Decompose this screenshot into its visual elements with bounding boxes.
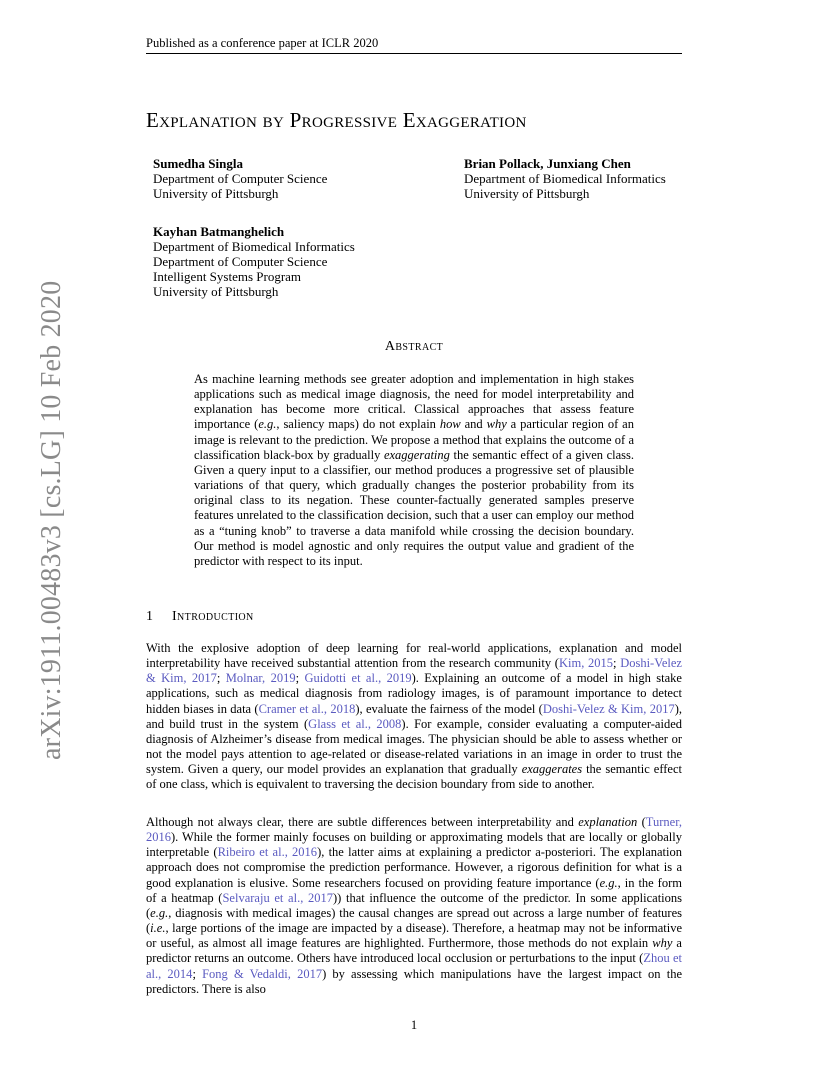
section-title: Introduction <box>172 609 254 624</box>
citation-link[interactable]: Selvaraju et al., 2017 <box>222 890 333 905</box>
section-number: 1 <box>146 609 153 624</box>
paper-title: Explanation by Progressive Exaggeration <box>146 108 527 132</box>
citation-link[interactable]: Guidotti et al., 2019 <box>304 671 412 686</box>
header-rule <box>146 53 682 54</box>
running-header: Published as a conference paper at ICLR 2020 <box>146 36 379 50</box>
author-block <box>153 156 327 201</box>
abstract-text: As machine learning methods see greater adoption and implementation in high stakes applications such as medical image diagnosis, the need for model interpretability and explanation has become more critical. Classical approaches that assess feature importance (e.g., saliency maps) do not explain how and why a particular region of an image is relevant to the prediction. We propose a method that explains the outcome of a classification black-box by gradually exaggerating the semantic effect of a given class. Given a query input to a classifier, our method produces a progressive set of plausible variations of that query, which gradually changes the posterior probability from its original class to its negation. These counter-factually generated samples preserve features unrelated to the classification decision, such that a user can employ our method as a “tuning knob” to traverse a data manifold while crossing the decision boundary. Our method is model agnostic and only requires the output value and gradient of the predictor with respect to its input. <box>194 372 634 568</box>
citation-link[interactable]: Zhou et al., 2014 <box>146 951 682 981</box>
emphasis: i.e. <box>150 921 166 936</box>
citation-link[interactable]: Cramer et al., 2018 <box>258 701 356 716</box>
emphasis: explanation <box>578 815 638 829</box>
emphasis: how <box>439 417 461 432</box>
author-affiliation: Department of Biomedical Informatics <box>153 239 355 254</box>
emphasis: exaggerates <box>521 762 583 777</box>
author-name: Kayhan Batmanghelich <box>153 224 285 239</box>
abstract-heading: Abstract <box>384 339 444 354</box>
arxiv-identifier: arXiv:1911.00483v3 [cs.LG] 10 Feb 2020 <box>36 280 67 760</box>
emphasis: e.g. <box>150 905 169 920</box>
page-number: 1 <box>410 1018 418 1032</box>
citation-link[interactable]: Turner, 2016 <box>146 815 682 845</box>
citation-link[interactable]: Molnar, 2019 <box>225 671 296 686</box>
author-affiliation: University of Pittsburgh <box>153 284 279 299</box>
emphasis: why <box>486 417 507 432</box>
author-name: Brian Pollack, Junxiang Chen <box>464 156 631 171</box>
author-name: Sumedha Singla <box>153 156 243 171</box>
emphasis: e.g. <box>599 875 618 890</box>
author-block <box>153 224 355 299</box>
citation-link[interactable]: Kim, 2015 <box>558 656 614 671</box>
author-affiliation: Department of Computer Science <box>153 254 328 269</box>
author-affiliation: Department of Computer Science <box>153 171 328 186</box>
author-affiliation: University of Pittsburgh <box>153 186 279 201</box>
author-affiliation: Department of Biomedical Informatics <box>464 171 666 186</box>
emphasis: why <box>652 936 673 951</box>
citation-link[interactable]: Doshi-Velez & Kim, 2017 <box>542 701 675 716</box>
emphasis: exaggerating <box>383 447 450 462</box>
author-affiliation: Intelligent Systems Program <box>153 269 302 284</box>
author-block <box>464 156 666 201</box>
emphasis: e.g. <box>258 417 277 432</box>
citation-link[interactable]: Fong & Vedaldi, 2017 <box>202 966 323 981</box>
citation-link[interactable]: Glass et al., 2008 <box>308 716 402 731</box>
author-affiliation: University of Pittsburgh <box>464 186 590 201</box>
body-paragraph: With the explosive adoption of deep learning for real-world applications, explanation and model interpretability have received substantial attention from the research community (Kim, 2015; Doshi-Velez & Kim, 2017; Molnar, 2019; Guidotti et al., 2019). Explaining an outcome of a model in high stake applications, such as medical diagnosis from radiology images, is of paramount importance to detect hidden biases in data (Cramer et al., 2018), evaluate the fairness of the model (Doshi-Velez & Kim, 2017), and build trust in the system (Glass et al., 2008). For example, consider evaluating a computer-aided diagnosis of Alzheimer’s disease from medical images. The physician should be able to assess whether or not the model pays attention to age-related or disease-related variations in an image in order to trust the system. Given a query, our model provides an explanation that gradually exaggerates the semantic effect of one class, which is equivalent to traversing the decision boundary from side to another. <box>146 641 682 792</box>
section-heading <box>146 609 254 625</box>
citation-link[interactable]: Doshi-Velez & Kim, 2017 <box>146 656 682 686</box>
body-paragraph: Although not always clear, there are subtle differences between interpretability and explanation (Turner, 2016). While the former mainly focuses on building or approximating models that are locally or globally interpretable (Ribeiro et al., 2016), the latter aims at explaining a predictor a-posteriori. The explanation approach does not compromise the prediction performance. However, a rigorous definition for what is a good explanation is elusive. Some researchers focused on providing feature importance (e.g., in the form of a heatmap (Selvaraju et al., 2017)) that influence the outcome of the predictor. In some applications (e.g., diagnosis with medical images) the causal changes are spread out across a large number of features (i.e., large portions of the image are impacted by a disease). Therefore, a heatmap may not be informative or useful, as almost all image features are highlighted. Furthermore, those methods do not explain why a predictor returns an outcome. Others have introduced local occlusion or perturbations to the input (Zhou et al., 2014; Fong & Vedaldi, 2017) by assessing which manipulations have the largest impact on the predictors. There is also <box>146 815 683 996</box>
citation-link[interactable]: Ribeiro et al., 2016 <box>217 845 318 860</box>
